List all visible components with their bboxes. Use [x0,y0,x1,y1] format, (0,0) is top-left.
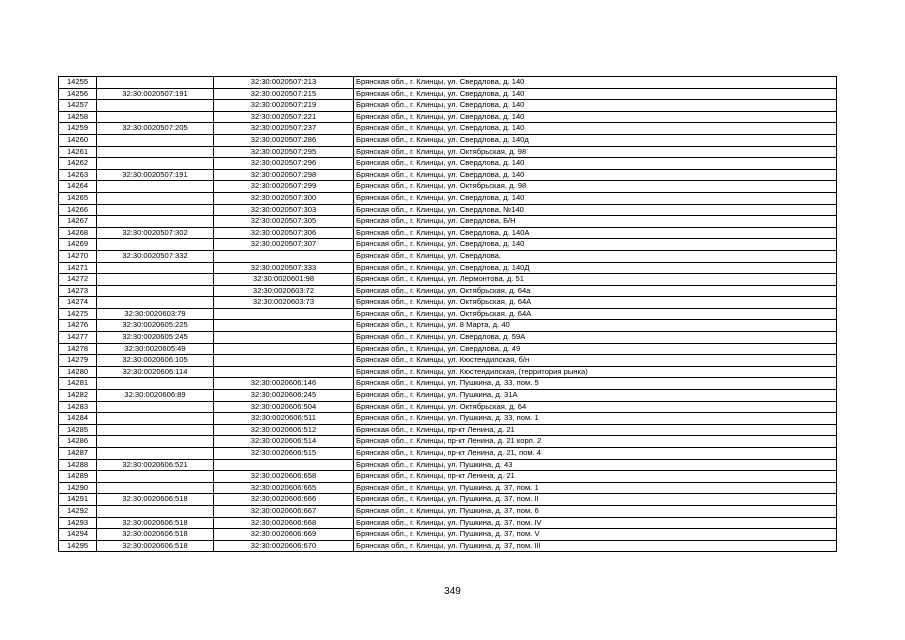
address-cell: Брянская обл., г. Клинцы, ул. Октябрьская, д. 64 [354,401,837,413]
address-cell: Брянская обл., г. Клинцы, ул. Свердлова, д. 140д [354,134,837,146]
cadastral-table [58,76,837,552]
parent-cadastral-number-cell [97,216,214,228]
row-number-cell: 14260 [59,134,97,146]
parent-cadastral-number-cell [97,378,214,390]
address-cell: Брянская обл., г. Клинцы, ул. Свердлова, д. 49 [354,343,837,355]
row-number-cell: 14282 [59,390,97,402]
table-row [59,390,837,402]
row-number-cell: 14278 [59,343,97,355]
table-row [59,517,837,529]
row-number-cell: 14259 [59,123,97,135]
table-row [59,250,837,262]
row-number-cell: 14281 [59,378,97,390]
cadastral-number-cell [214,355,354,367]
cadastral-number-cell: 32:30:0020507:298 [214,169,354,181]
cadastral-number-cell: 32:30:0020507:237 [214,123,354,135]
table-row [59,494,837,506]
parent-cadastral-number-cell [97,146,214,158]
parent-cadastral-number-cell: 32:30:0020605:225 [97,320,214,332]
cadastral-number-cell: 32:30:0020606:245 [214,390,354,402]
table-row [59,123,837,135]
row-number-cell: 14273 [59,285,97,297]
address-cell: Брянская обл., г. Клинцы, пр-кт Ленина, д. 21 [354,471,837,483]
table-row [59,459,837,471]
parent-cadastral-number-cell: 32:30:0020507:302 [97,227,214,239]
row-number-cell: 14271 [59,262,97,274]
cadastral-number-cell: 32:30:0020507:305 [214,216,354,228]
row-number-cell: 14288 [59,459,97,471]
table-body [59,77,837,552]
parent-cadastral-number-cell: 32:30:0020606:518 [97,540,214,552]
parent-cadastral-number-cell [97,77,214,89]
cadastral-number-cell: 32:30:0020606:658 [214,471,354,483]
parent-cadastral-number-cell [97,181,214,193]
row-number-cell: 14284 [59,413,97,425]
table-row [59,308,837,320]
row-number-cell: 14276 [59,320,97,332]
table-row [59,77,837,89]
table-row [59,529,837,541]
cadastral-number-cell: 32:30:0020606:668 [214,517,354,529]
parent-cadastral-number-cell: 32:30:0020507:191 [97,88,214,100]
parent-cadastral-number-cell: 32:30:0020606:114 [97,366,214,378]
parent-cadastral-number-cell: 32:30:0020606:518 [97,494,214,506]
address-cell: Брянская обл., г. Клинцы, ул. 8 Марта, д. 40 [354,320,837,332]
address-cell: Брянская обл., г. Клинцы, ул. Свердлова, д. 140 [354,239,837,251]
table-row [59,366,837,378]
table-row [59,448,837,460]
address-cell: Брянская обл., г. Клинцы, ул. Октябрьская, д. 98 [354,181,837,193]
table-row [59,482,837,494]
table-row [59,262,837,274]
cadastral-number-cell: 32:30:0020507:221 [214,111,354,123]
cadastral-number-cell: 32:30:0020606:669 [214,529,354,541]
cadastral-number-cell [214,332,354,344]
parent-cadastral-number-cell [97,100,214,112]
address-cell: Брянская обл., г. Клинцы, ул. Пушкина, д. 37, пом. III [354,540,837,552]
address-cell: Брянская обл., г. Клинцы, ул. Свердлова, д. 59А [354,332,837,344]
parent-cadastral-number-cell [97,262,214,274]
row-number-cell: 14267 [59,216,97,228]
table-row [59,134,837,146]
address-cell: Брянская обл., г. Клинцы, ул. Свердлова, Б/Н [354,216,837,228]
parent-cadastral-number-cell: 32:30:0020606:89 [97,390,214,402]
table-row [59,204,837,216]
parent-cadastral-number-cell: 32:30:0020606:105 [97,355,214,367]
parent-cadastral-number-cell: 32:30:0020606:518 [97,529,214,541]
table-row [59,297,837,309]
address-cell: Брянская обл., г. Клинцы, пр-кт Ленина, д. 21 [354,424,837,436]
cadastral-number-cell: 32:30:0020507:303 [214,204,354,216]
parent-cadastral-number-cell [97,448,214,460]
table-row [59,401,837,413]
cadastral-number-cell [214,366,354,378]
table-row [59,100,837,112]
table-row [59,192,837,204]
cadastral-number-cell: 32:30:0020606:504 [214,401,354,413]
table-row [59,216,837,228]
row-number-cell: 14269 [59,239,97,251]
address-cell: Брянская обл., г. Клинцы, пр-кт Ленина, д. 21, пом. 4 [354,448,837,460]
row-number-cell: 14295 [59,540,97,552]
cadastral-number-cell: 32:30:0020606:670 [214,540,354,552]
parent-cadastral-number-cell [97,111,214,123]
row-number-cell: 14285 [59,424,97,436]
address-cell: Брянская обл., г. Клинцы, ул. Октябрьская, д. 64а [354,285,837,297]
parent-cadastral-number-cell: 32:30:0020507:205 [97,123,214,135]
address-cell: Брянская обл., г. Клинцы, ул. Пушкина, д. 43 [354,459,837,471]
row-number-cell: 14265 [59,192,97,204]
address-cell: Брянская обл., г. Клинцы, ул. Свердлова, д. 140 [354,169,837,181]
row-number-cell: 14293 [59,517,97,529]
table-row [59,332,837,344]
cadastral-number-cell: 32:30:0020606:666 [214,494,354,506]
table-row [59,343,837,355]
row-number-cell: 14275 [59,308,97,320]
table-row [59,436,837,448]
cadastral-number-cell: 32:30:0020606:515 [214,448,354,460]
row-number-cell: 14277 [59,332,97,344]
cadastral-number-cell: 32:30:0020507:286 [214,134,354,146]
cadastral-number-cell [214,320,354,332]
table-row [59,239,837,251]
parent-cadastral-number-cell [97,505,214,517]
parent-cadastral-number-cell: 32:30:0020603:79 [97,308,214,320]
parent-cadastral-number-cell [97,424,214,436]
row-number-cell: 14255 [59,77,97,89]
table-row [59,320,837,332]
address-cell: Брянская обл., г. Клинцы, ул. Свердлова, д. 140Д [354,262,837,274]
row-number-cell: 14290 [59,482,97,494]
address-cell: Брянская обл., г. Клинцы, ул. Пушкина, д. 37, пом. 6 [354,505,837,517]
row-number-cell: 14289 [59,471,97,483]
row-number-cell: 14280 [59,366,97,378]
cadastral-number-cell: 32:30:0020606:514 [214,436,354,448]
address-cell: Брянская обл., г. Клинцы, ул. Пушкина, д. 37, пом. II [354,494,837,506]
table-row [59,274,837,286]
table-row [59,355,837,367]
cadastral-number-cell: 32:30:0020507:306 [214,227,354,239]
row-number-cell: 14287 [59,448,97,460]
parent-cadastral-number-cell [97,482,214,494]
parent-cadastral-number-cell [97,413,214,425]
row-number-cell: 14256 [59,88,97,100]
table-row [59,540,837,552]
table-row [59,285,837,297]
cadastral-number-cell [214,308,354,320]
row-number-cell: 14291 [59,494,97,506]
address-cell: Брянская обл., г. Клинцы, ул. Октябрьская, д. 64А [354,308,837,320]
address-cell: Брянская обл., г. Клинцы, ул. Пушкина, д. 37, пом. V [354,529,837,541]
cadastral-number-cell: 32:30:0020606:667 [214,505,354,517]
table-row [59,424,837,436]
table-row [59,227,837,239]
table-row [59,505,837,517]
address-cell: Брянская обл., г. Клинцы, ул. Лермонтова, д. 51 [354,274,837,286]
parent-cadastral-number-cell [97,401,214,413]
address-cell: Брянская обл., г. Клинцы, ул. Пушкина, д. 33, пом. 5 [354,378,837,390]
row-number-cell: 14294 [59,529,97,541]
row-number-cell: 14268 [59,227,97,239]
parent-cadastral-number-cell [97,471,214,483]
parent-cadastral-number-cell [97,158,214,170]
table-row [59,111,837,123]
address-cell: Брянская обл., г. Клинцы, ул. Свердлова, [354,250,837,262]
parent-cadastral-number-cell [97,285,214,297]
cadastral-number-cell: 32:30:0020507:300 [214,192,354,204]
page-number: 349 [444,586,461,597]
cadastral-number-cell: 32:30:0020507:296 [214,158,354,170]
cadastral-number-cell: 32:30:0020606:512 [214,424,354,436]
address-cell: Брянская обл., г. Клинцы, ул. Свердлова, д. 140 [354,100,837,112]
address-cell: Брянская обл., г. Клинцы, ул. Свердлова, д. 140 [354,77,837,89]
table-row [59,378,837,390]
parent-cadastral-number-cell [97,297,214,309]
cadastral-number-cell: 32:30:0020507:299 [214,181,354,193]
row-number-cell: 14258 [59,111,97,123]
row-number-cell: 14279 [59,355,97,367]
table-row [59,413,837,425]
row-number-cell: 14286 [59,436,97,448]
row-number-cell: 14292 [59,505,97,517]
parent-cadastral-number-cell [97,239,214,251]
address-cell: Брянская обл., г. Клинцы, ул. Октябрьская, д. 64А [354,297,837,309]
parent-cadastral-number-cell: 32:30:0020507:191 [97,169,214,181]
row-number-cell: 14257 [59,100,97,112]
table-row [59,471,837,483]
row-number-cell: 14263 [59,169,97,181]
row-number-cell: 14283 [59,401,97,413]
row-number-cell: 14270 [59,250,97,262]
cadastral-number-cell: 32:30:0020507:295 [214,146,354,158]
cadastral-number-cell: 32:30:0020603:73 [214,297,354,309]
cadastral-number-cell: 32:30:0020507:219 [214,100,354,112]
cadastral-number-cell: 32:30:0020603:72 [214,285,354,297]
row-number-cell: 14272 [59,274,97,286]
parent-cadastral-number-cell: 32:30:0020606:518 [97,517,214,529]
parent-cadastral-number-cell [97,274,214,286]
address-cell: Брянская обл., г. Клинцы, ул. Пушкина, д. 31А [354,390,837,402]
parent-cadastral-number-cell [97,204,214,216]
cadastral-number-cell: 32:30:0020507:333 [214,262,354,274]
address-cell: Брянская обл., г. Клинцы, ул. Свердлова, №140 [354,204,837,216]
row-number-cell: 14262 [59,158,97,170]
address-cell: Брянская обл., г. Клинцы, пр-кт Ленина, д. 21 корп. 2 [354,436,837,448]
table-row [59,181,837,193]
row-number-cell: 14266 [59,204,97,216]
address-cell: Брянская обл., г. Клинцы, ул. Кюстендилская, б/н [354,355,837,367]
parent-cadastral-number-cell: 32:30:0020606:521 [97,459,214,471]
cadastral-number-cell: 32:30:0020507:215 [214,88,354,100]
address-cell: Брянская обл., г. Клинцы, ул. Свердлова, д. 140 [354,192,837,204]
table-row [59,169,837,181]
parent-cadastral-number-cell: 32:30:0020507:332 [97,250,214,262]
parent-cadastral-number-cell: 32:30:0020605:245 [97,332,214,344]
parent-cadastral-number-cell [97,436,214,448]
cadastral-number-cell: 32:30:0020507:307 [214,239,354,251]
cadastral-number-cell: 32:30:0020606:665 [214,482,354,494]
address-cell: Брянская обл., г. Клинцы, ул. Свердлова, д. 140 [354,111,837,123]
cadastral-number-cell: 32:30:0020606:511 [214,413,354,425]
table-row [59,146,837,158]
cadastral-number-cell [214,459,354,471]
address-cell: Брянская обл., г. Клинцы, ул. Пушкина, д. 37, пом. IV [354,517,837,529]
parent-cadastral-number-cell [97,192,214,204]
row-number-cell: 14261 [59,146,97,158]
address-cell: Брянская обл., г. Клинцы, ул. Октябрьская, д. 98 [354,146,837,158]
address-cell: Брянская обл., г. Клинцы, ул. Пушкина, д. 33, пом. 1 [354,413,837,425]
table-row [59,88,837,100]
address-cell: Брянская обл., г. Клинцы, ул. Свердлова, д. 140 [354,123,837,135]
address-cell: Брянская обл., г. Клинцы, ул. Кюстендилская, (территория рынка) [354,366,837,378]
cadastral-number-cell: 32:30:0020507:213 [214,77,354,89]
row-number-cell: 14274 [59,297,97,309]
parent-cadastral-number-cell [97,134,214,146]
row-number-cell: 14264 [59,181,97,193]
cadastral-number-cell [214,343,354,355]
cadastral-number-cell [214,250,354,262]
address-cell: Брянская обл., г. Клинцы, ул. Свердлова, д. 140 [354,88,837,100]
address-cell: Брянская обл., г. Клинцы, ул. Свердлова, д. 140А [354,227,837,239]
cadastral-number-cell: 32:30:0020606:146 [214,378,354,390]
address-cell: Брянская обл., г. Клинцы, ул. Свердлова, д. 140 [354,158,837,170]
parent-cadastral-number-cell: 32:30:0020605:49 [97,343,214,355]
table-row [59,158,837,170]
cadastral-number-cell: 32:30:0020601:98 [214,274,354,286]
address-cell: Брянская обл., г. Клинцы, ул. Пушкина, д. 37, пом. 1 [354,482,837,494]
